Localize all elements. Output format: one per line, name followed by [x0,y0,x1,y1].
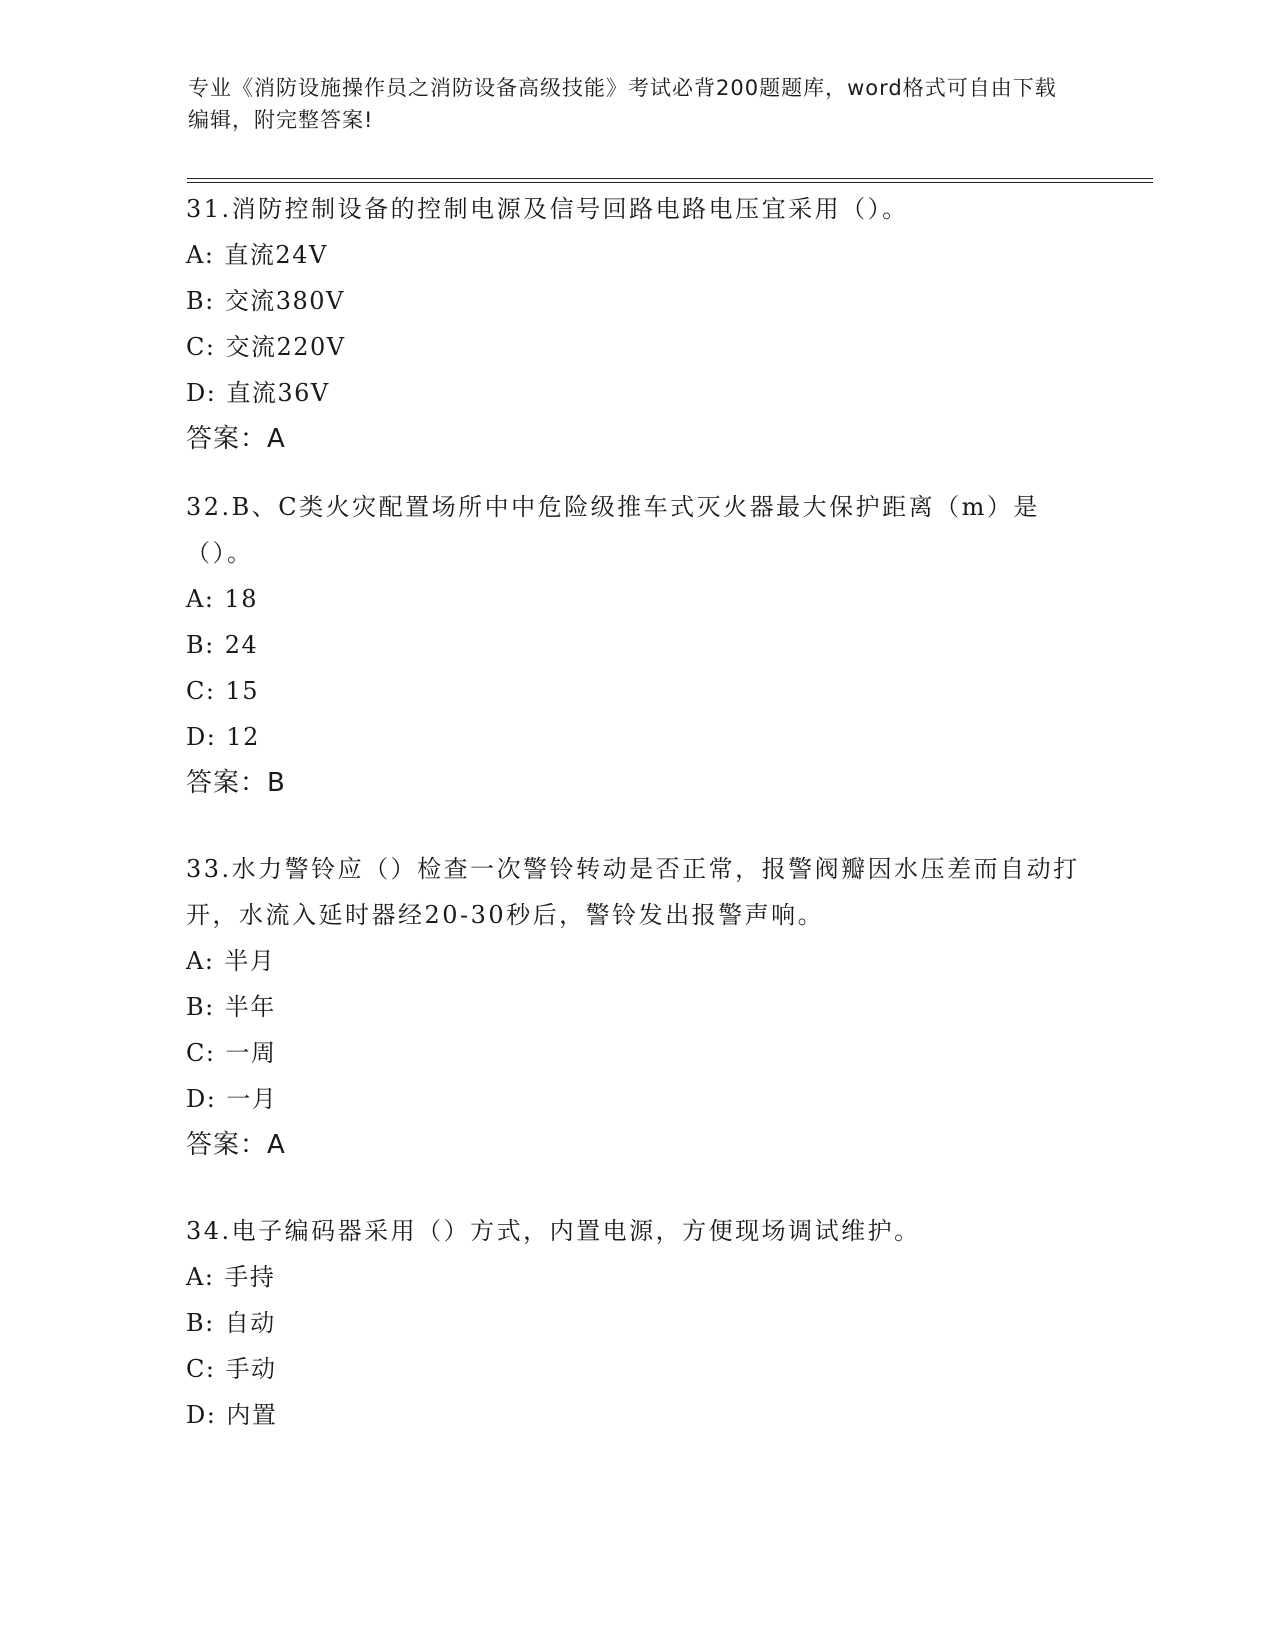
option-b [186,984,1086,1030]
answer-line: 答案：A [186,1130,286,1160]
option-letter: C: [186,333,216,361]
option-letter: A: [186,947,215,975]
option-letter: A: [186,241,215,269]
option-c [186,1030,1086,1076]
option-b [186,1300,1086,1346]
option-letter: C: [186,1355,216,1383]
option-d [186,370,1086,416]
header-divider [187,178,1153,183]
option-letter: B: [186,993,215,1021]
option-b [186,278,1086,324]
option-text: 交流220V [225,333,346,361]
question-34 [186,1208,1086,1438]
option-text: 自动 [224,1309,276,1337]
option-a [186,232,1086,278]
option-text: 内置 [226,1401,278,1429]
option-letter: B: [186,287,215,315]
option-a [186,1254,1086,1300]
option-letter: B: [186,631,215,659]
question-32 [186,484,1086,806]
option-d [186,714,1086,760]
option-a [186,938,1086,984]
question-stem: 34.电子编码器采用（）方式，内置电源，方便现场调试维护。 [186,1217,921,1245]
question-stem: 32.B、C类火灾配置场所中中危险级推车式灭火器最大保护距离（m）是（）。 [186,493,1040,567]
option-text: 直流36V [226,379,330,407]
option-c [186,324,1086,370]
option-c [186,1346,1086,1392]
option-text: 交流380V [224,287,345,315]
option-letter: D: [186,1085,217,1113]
option-text: 一周 [225,1039,277,1067]
option-letter: D: [186,1401,217,1429]
option-letter: C: [186,1039,216,1067]
option-text: 半年 [224,993,276,1021]
option-text: 直流24V [224,241,328,269]
option-text: 12 [226,723,260,751]
option-letter: A: [186,1263,215,1291]
option-text: 24 [224,631,259,659]
option-text: 半月 [224,947,276,975]
option-text: 15 [225,677,259,705]
option-a [186,576,1086,622]
option-letter: A: [186,585,215,613]
option-b [186,622,1086,668]
option-letter: D: [186,379,217,407]
question-31 [186,186,1086,462]
option-text: 手动 [225,1355,277,1383]
option-text: 手持 [224,1263,276,1291]
option-letter: B: [186,1309,215,1337]
option-text: 18 [224,585,258,613]
option-letter: D: [186,723,217,751]
document-header: 专业《消防设施操作员之消防设备高级技能》考试必背200题题库，word格式可自由下载编辑，附完整答案! [188,76,1057,132]
question-33 [186,846,1086,1168]
answer-line: 答案：B [186,768,286,798]
question-stem: 31.消防控制设备的控制电源及信号回路电路电压宜采用（）。 [186,195,909,223]
option-d [186,1076,1086,1122]
option-text: 一月 [226,1085,278,1113]
option-d [186,1392,1086,1438]
option-letter: C: [186,677,216,705]
question-stem: 33.水力警铃应（）检查一次警铃转动是否正常，报警阀瓣因水压差而自动打开，水流入延时器经20-30秒后，警铃发出报警声响。 [186,855,1080,929]
option-c [186,668,1086,714]
answer-line: 答案：A [186,424,286,454]
